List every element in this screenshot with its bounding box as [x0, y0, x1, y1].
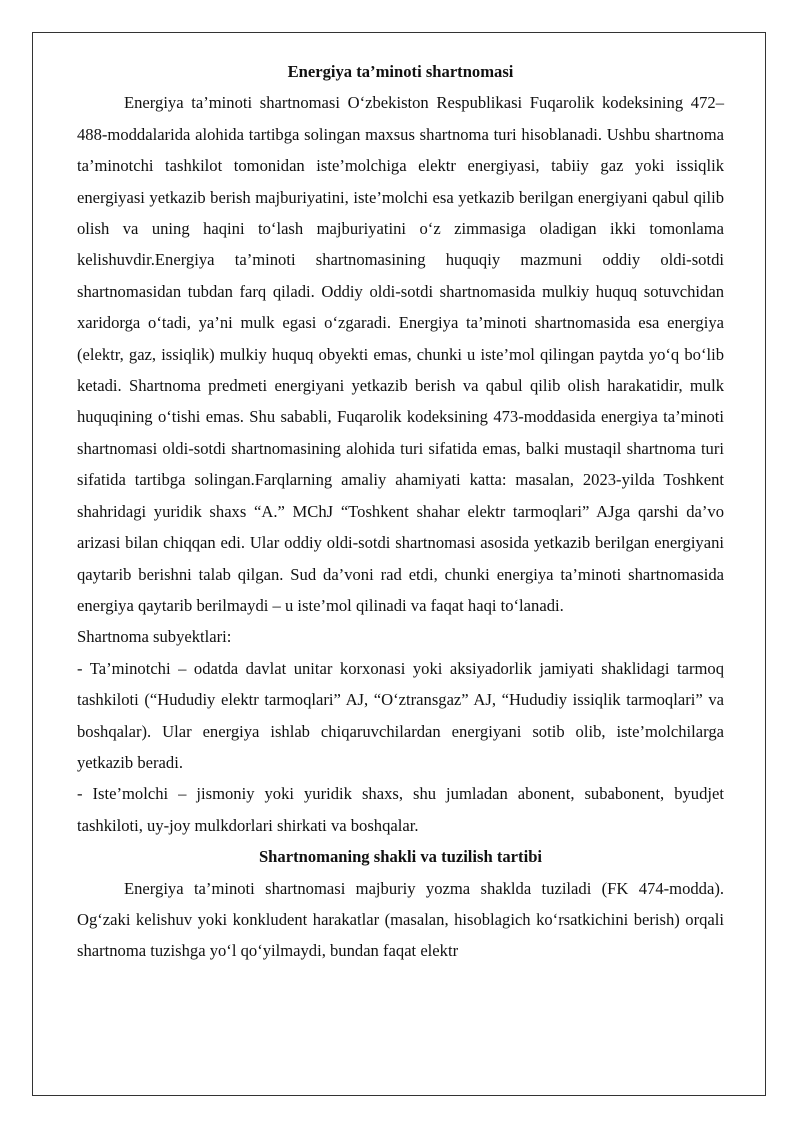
- document-body: [77, 56, 724, 967]
- section-title-form: Shartnomaning shakli va tuzilish tartibi: [258, 847, 543, 867]
- document-title: Energiya ta’minoti shartnomasi: [287, 62, 514, 81]
- paragraph-form: Energiya ta’minoti shartnomasi majburiy yozma shaklda tuziladi (FK 474-modda). Og‘zaki kelishuv yoki konkludent harakatlar (masalan, hisoblagich ko‘rsatkichini berish) orqali shartnoma tuzishga yo‘l qo‘yilmaydi, bundan faqat elektr: [77, 878, 724, 961]
- subject-consumer: - Iste’molchi – jismoniy yoki yuridik shaxs, shu jumladan abonent, subabonent, byudjet tashkiloti, uy-joy mulkdorlari shirkati va boshqalar.: [77, 784, 724, 835]
- subjects-heading: Shartnoma subyektlari:: [77, 627, 232, 647]
- paragraph-intro: Energiya ta’minoti shartnomasi O‘zbekiston Respublikasi Fuqarolik kodeksining 472–488-moddalarida alohida tartibga solingan maxsus shartnoma turi hisoblanadi. Ushbu shartnoma ta’minotchi tashkilot tomonidan iste’molchiga elektr energiyasi, tabiiy gaz yoki issiqlik energiyasi yetkazib berish majburiyatini, iste’molchi esa yetkazib berilgan energiyani qabul qilib olish va uning haqini to‘lash majburiyatini o‘z zimmasiga oladigan ikki tomonlama kelishuvdir.Energiya ta’minoti shartnomasining huquqiy mazmuni oddiy oldi-sotdi shartnomasidan tubdan farq qiladi. Oddiy oldi-sotdi shartnomasida mulkiy huquq sotuvchidan xaridorga o‘tadi, ya’ni mulk egasi o‘zgaradi. Energiya ta’minoti shartnomasida esa energiya (elektr, gaz, issiqlik) mulkiy huquq obyekti emas, chunki u iste’mol qilingan paytda yo‘q bo‘lib ketadi. Shartnoma predmeti energiyani yetkazib berish va qabul qilib olish harakatidir, mulk huquqining o‘tishi emas. Shu sababli, Fuqarolik kodeksining 473-moddasida energiya ta’minoti shartnomasi oldi-sotdi shartnomasining alohida turi sifatida emas, balki mustaqil shartnoma turi sifatida tartibga solingan.Farqlarning amaliy ahamiyati katta: masalan, 2023-yilda Toshkent shahridagi yuridik shaxs “A.” MChJ “Toshkent shahar elektr tarmoqlari” AJga qarshi da’vo arizasi bilan chiqqan edi. Ular oddiy oldi-sotdi shartnomasi asosida yetkazib berilgan energiyani qaytarib berishni talab qilgan. Sud da’voni rad etdi, chunki energiya ta’minoti shartnomasida energiya qaytarib berilmaydi – u iste’mol qilinadi va faqat haqi to‘lanadi.: [77, 93, 724, 615]
- subject-supplier: - Ta’minotchi – odatda davlat unitar korxonasi yoki aksiyadorlik jamiyati shaklidagi tarmoq tashkiloti (“Hududiy elektr tarmoqlari” AJ, “O‘ztransgaz” AJ, “Hududiy issiqlik tarmoqlari” va boshqalar). Ular energiya ishlab chiqaruvchilardan energiyani sotib olib, iste’molchilarga yetkazib beradi.: [77, 658, 724, 772]
